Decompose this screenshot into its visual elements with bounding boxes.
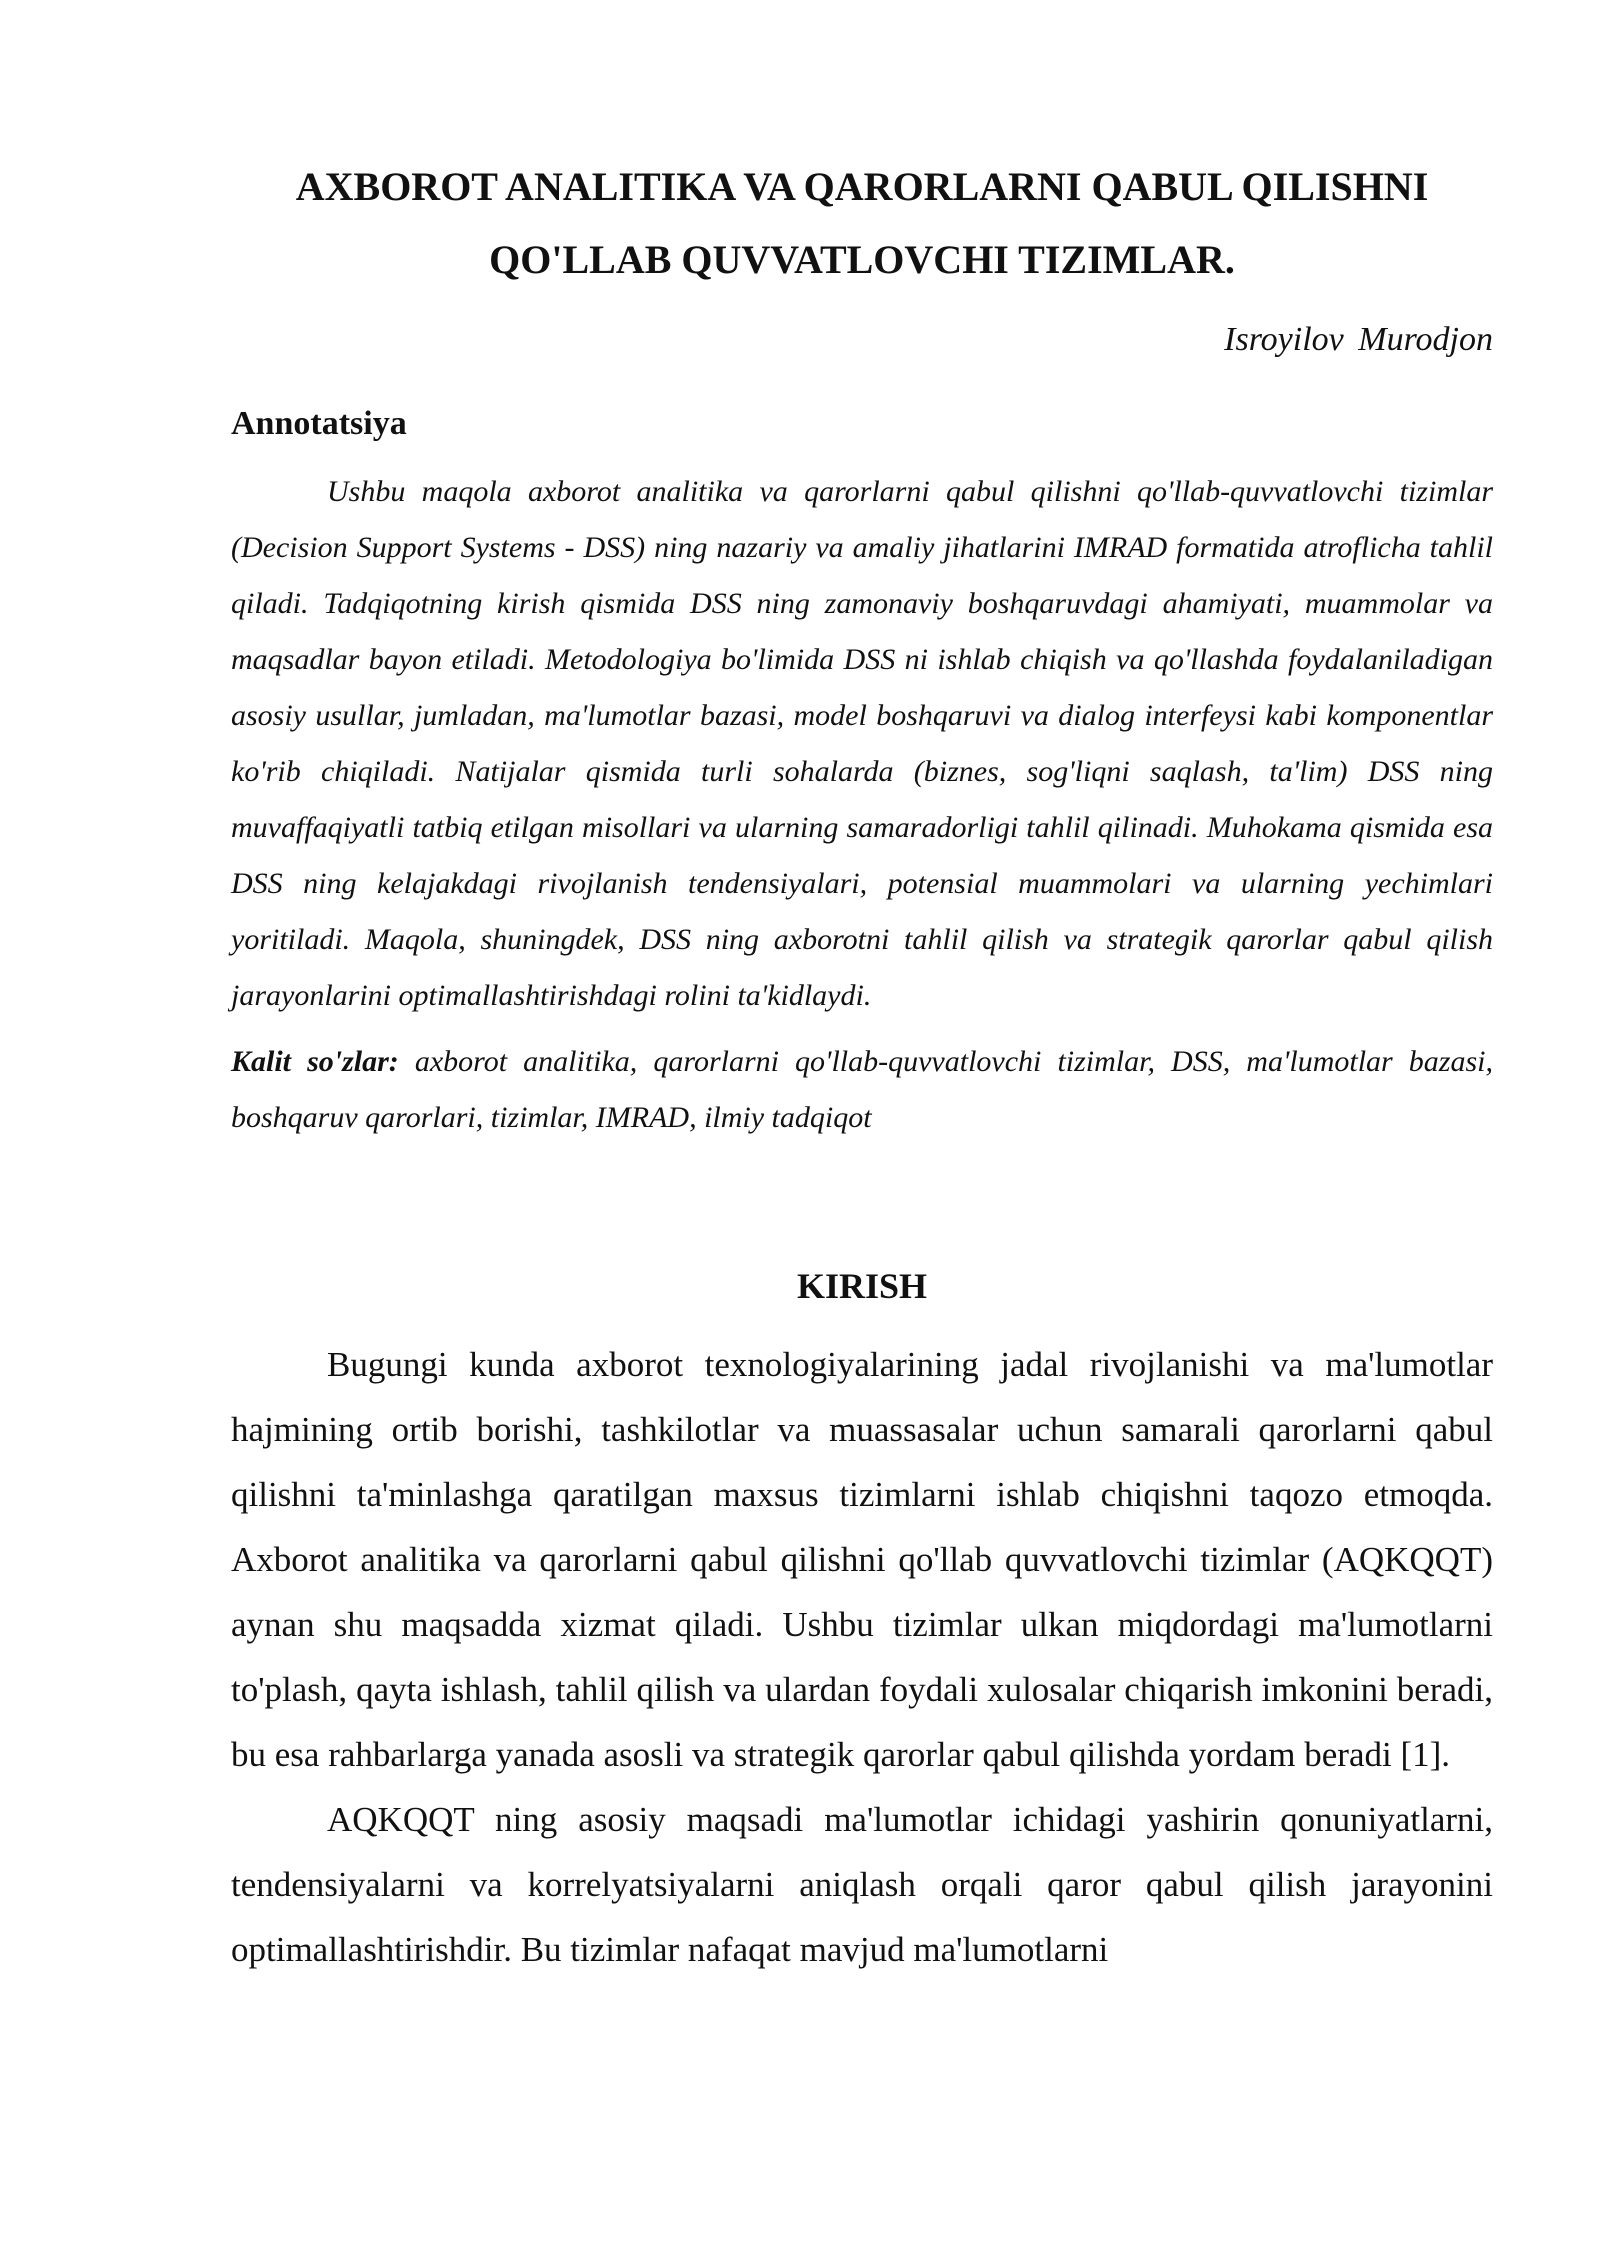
keywords-text: axborot analitika, qarorlarni qo'llab-quvvatlovchi tizimlar, DSS, ma'lumotlar bazasi, boshqaruv qarorlari, tizimlar, IMRAD, ilmiy tadqiqot [231,1045,1493,1134]
author-name: Isroyilov Murodjon [1224,321,1493,358]
abstract-text: Ushbu maqola axborot analitika va qarorlarni qabul qilishni qo'llab-quvvatlovchi tizimlar (Decision Support Systems - DSS) ning nazariy va amaliy jihatlarini IMRAD formatida atroflicha tahlil qiladi. Tadqiqotning kirish qismida DSS ning zamonaviy boshqaruvdagi ahamiyati, muammolar va maqsadlar bayon etiladi. Metodologiya bo'limida DSS ni ishlab chiqish va qo'llashda foydalaniladigan asosiy usullar, jumladan, ma'lumotlar bazasi, model boshqaruvi va dialog interfeysi kabi komponentlar ko'rib chiqiladi. Natijalar qismida turli sohalarda (biznes, sog'liqni saqlash, ta'lim) DSS ning muvaffaqiyatli tatbiq etilgan misollari va ularning samaradorligi tahlil qilinadi. Muhokama qismida esa DSS ning kelajakdagi rivojlanish tendensiyalari, potensial muammolari va ularning yechimlari yoritiladi. Maqola, shuningdek, DSS ning axborotni tahlil qilish va strategik qarorlar qabul qilish jarayonlarini optimallashtirishdagi rolini ta'kidlaydi. [231,475,1493,1012]
introduction-paragraph-1: Bugungi kunda axborot texnologiyalarining jadal rivojlanishi va ma'lumotlar hajmining ortib borishi, tashkilotlar va muassasalar uchun samarali qarorlarni qabul qilishni ta'minlashga qaratilgan maxsus tizimlarni ishlab chiqishni taqozo etmoqda. Axborot analitika va qarorlarni qabul qilishni qo'llab quvvatlovchi tizimlar (AQKQQT) aynan shu maqsadda xizmat qiladi. Ushbu tizimlar ulkan miqdordagi ma'lumotlarni to'plash, qayta ishlash, tahlil qilish va ulardan foydali xulosalar chiqarish imkonini beradi, bu esa rahbarlarga yanada asosli va strategik qarorlar qabul qilishda yordam beradi [1]. [231,1345,1493,1774]
section-heading-introduction: KIRISH [796,1266,928,1306]
paper-title-line-1: AXBOROT ANALITIKA VA QARORLARNI QABUL QILISHNI [295,164,1429,209]
paper-title-line-2: QO'LLAB QUVVATLOVCHI TIZIMLAR. [489,237,1235,282]
abstract-heading: Annotatsiya [231,405,407,442]
introduction-paragraph-2: AQKQQT ning asosiy maqsadi ma'lumotlar ichidagi yashirin qonuniyatlarni, tendensiyalarni va korrelyatsiyalarni aniqlash orqali qaror qabul qilish jarayonini optimallashtirishdir. Bu tizimlar nafaqat mavjud ma'lumotlarni [231,1800,1493,1969]
keywords-block [231,1034,1493,1146]
keywords-label: Kalit so'zlar: [231,1045,399,1078]
paper-title [231,150,1493,296]
document-page [231,150,1493,1982]
